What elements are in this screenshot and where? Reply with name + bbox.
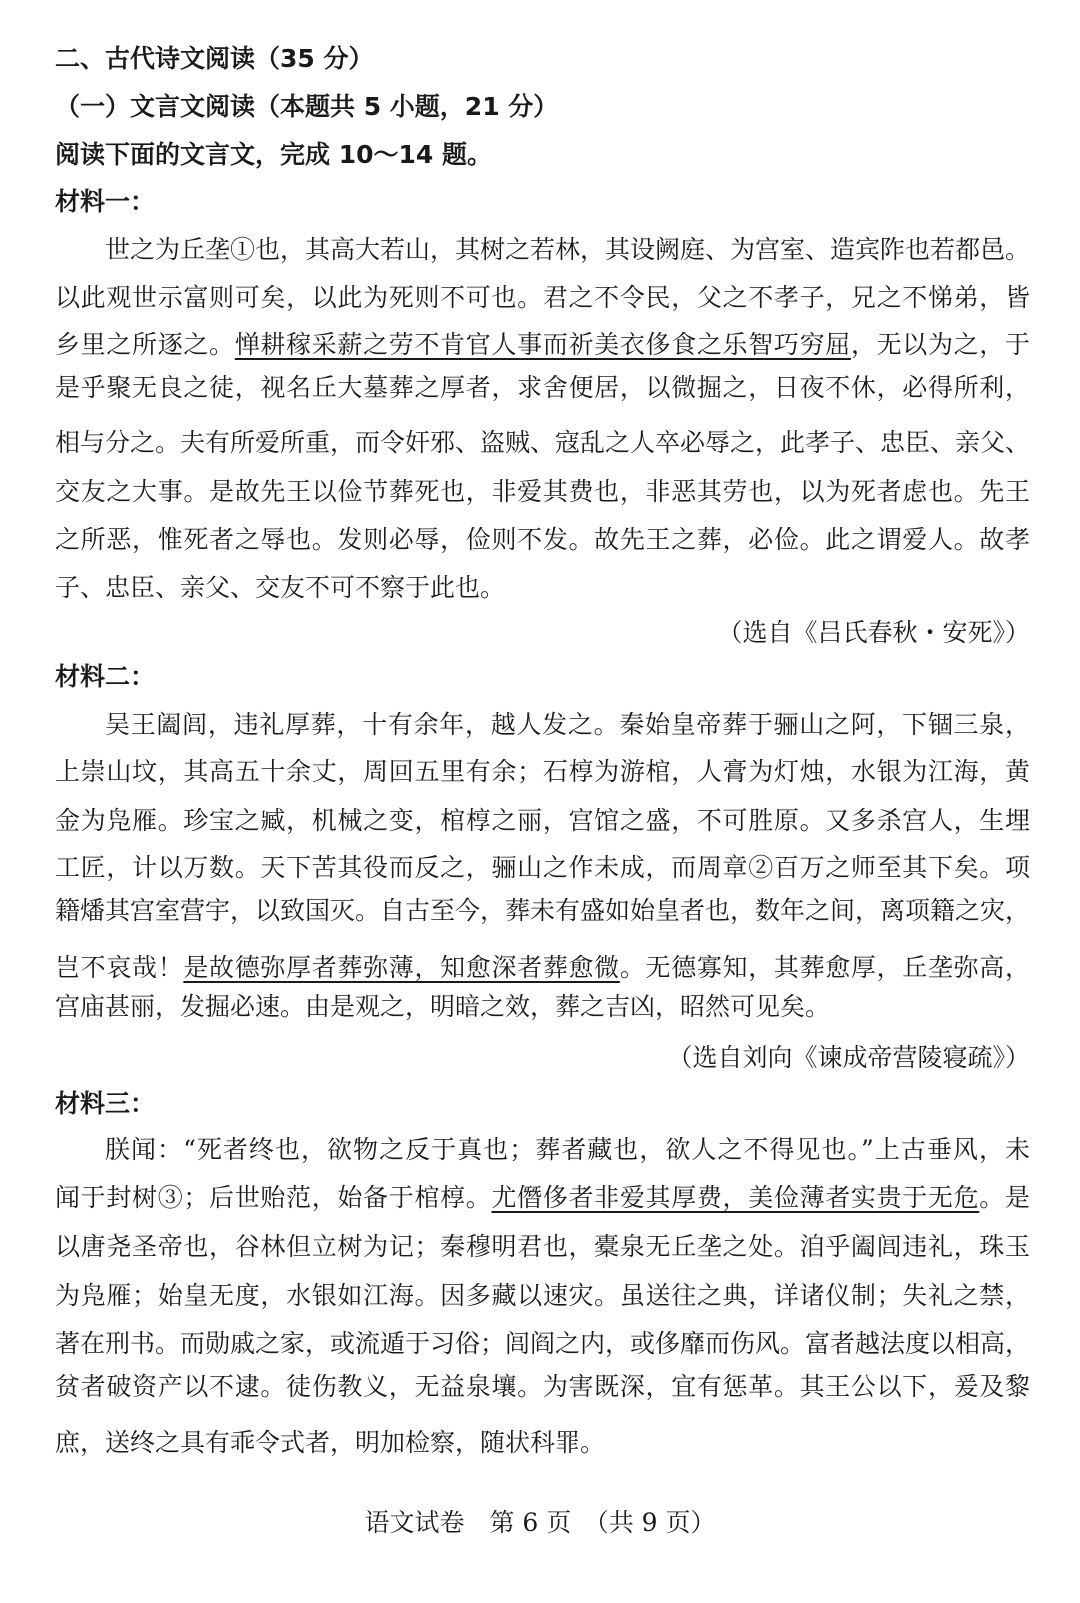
material-1-line: 交友之大事。是故先王以俭节葬死也，非爱其费也，非恶其劳也，以为死者虑也。先王 bbox=[55, 477, 1030, 506]
material-2-line: 宫庙甚丽，发掘必速。由是观之，明暗之效，葬之吉凶，昭然可见矣。 bbox=[55, 992, 831, 1021]
material-2-line: 工匠，计以万数。天下苦其役而反之，骊山之作未成，而周章②百万之师至其下矣。项 bbox=[55, 853, 1030, 882]
section-title: 二、古代诗文阅读（35 分） bbox=[55, 44, 374, 73]
material-1-line bbox=[55, 330, 1030, 360]
material-2-line: 金为凫雁。珍宝之臧，机械之变，棺椁之丽，宫馆之盛，不可胜原。又多杀宫人，生埋 bbox=[55, 806, 1030, 835]
text-segment: 乡里之所逐之。 bbox=[55, 330, 235, 359]
material-1-line: 是乎聚无良之徒，视名丘大墓葬之厚者，求舍便居，以微掘之，日夜不休，必得所利， bbox=[55, 373, 1030, 402]
material-3-line: 庶，送终之具有乖令式者，明加检察，随状科罪。 bbox=[55, 1428, 606, 1457]
material-2-line bbox=[55, 953, 1030, 983]
material-3-line: 为凫雁；始皇无度，水银如江海。因多藏以速灾。虽送往之典，详诸仪制；失礼之禁， bbox=[55, 1281, 1030, 1310]
underlined-sentence: 尤僭侈者非爱其厚费，美俭薄者实贵于无危 bbox=[491, 1183, 980, 1212]
material-1-line: 之所恶，惟死者之辱也。发则必辱，俭则不发。故先王之葬，必俭。此之谓爱人。故孝 bbox=[55, 525, 1030, 554]
material-1-line: 子、忠臣、亲父、交友不可不察于此也。 bbox=[55, 573, 506, 602]
text-segment: 。是 bbox=[979, 1183, 1030, 1212]
text-segment: 闻于封树③；后世贻范，始备于棺椁。 bbox=[55, 1183, 492, 1212]
underlined-sentence: 是故德弥厚者葬弥薄，知愈深者葬愈微 bbox=[183, 953, 620, 982]
material-3-line: 著在刑书。而勋戚之家，或流遁于习俗；闾阎之内，或侈靡而伤风。富者越法度以相高， bbox=[55, 1329, 1030, 1358]
material-2-line: 上崇山坟，其高五十余丈，周回五里有余；石椁为游棺，人膏为灯烛，水银为江海，黄 bbox=[55, 757, 1030, 786]
page-footer: 语文试卷 第 6 页 （共 9 页） bbox=[364, 1508, 716, 1537]
material-1-line: 世之为丘垄①也，其高大若山，其树之若林，其设阙庭、为宫室、造宾阼也若都邑。 bbox=[105, 235, 1030, 264]
text-segment: 岂不哀哉！ bbox=[55, 953, 184, 982]
material-2-source: （选自刘向《谏成帝营陵寝疏》） bbox=[667, 1043, 1030, 1072]
subsection-title: （一）文言文阅读（本题共 5 小题，21 分） bbox=[55, 92, 559, 121]
material-3-line bbox=[55, 1183, 1030, 1213]
material-2-line: 籍燔其宫室营宇，以致国灭。自古至今，葬未有盛如始皇者也，数年之间，离项籍之灾， bbox=[55, 896, 1030, 925]
underlined-sentence: 惮耕稼采薪之劳不肯官人事而祈美衣侈食之乐智巧穷屈 bbox=[234, 330, 851, 359]
text-segment: ，无以为之，于 bbox=[850, 330, 1030, 359]
material-1-heading: 材料一： bbox=[55, 187, 156, 216]
text-segment: 。无德寡知，其葬愈厚，丘垄弥高， bbox=[619, 953, 1030, 982]
material-3-line: 以唐尧圣帝也，谷林但立树为记；秦穆明君也，橐泉无丘垄之处。洎乎阖闾违礼，珠玉 bbox=[55, 1232, 1030, 1261]
instruction: 阅读下面的文言文，完成 10～14 题。 bbox=[55, 140, 492, 169]
material-3-line: 贫者破资产以不逮。徒伤教义，无益泉壤。为害既深，宜有惩革。其王公以下，爰及黎 bbox=[55, 1372, 1030, 1401]
material-1-line: 相与分之。夫有所爱所重，而令奸邪、盗贼、寇乱之人卒必辱之，此孝子、忠臣、亲父、 bbox=[55, 428, 1030, 457]
material-2-line: 吴王阖闾，违礼厚葬，十有余年，越人发之。秦始皇帝葬于骊山之阿，下锢三泉， bbox=[105, 710, 1030, 739]
material-2-heading: 材料二： bbox=[55, 662, 156, 691]
material-3-heading: 材料三： bbox=[55, 1089, 156, 1118]
material-3-line: 朕闻：“死者终也，欲物之反于真也；葬者藏也，欲人之不得见也。”上古垂风，未 bbox=[105, 1135, 1030, 1164]
material-1-source: （选自《吕氏春秋・安死》） bbox=[717, 618, 1030, 647]
material-1-line: 以此观世示富则可矣，以此为死则不可也。君之不令民，父之不孝子，兄之不悌弟，皆 bbox=[55, 283, 1030, 312]
